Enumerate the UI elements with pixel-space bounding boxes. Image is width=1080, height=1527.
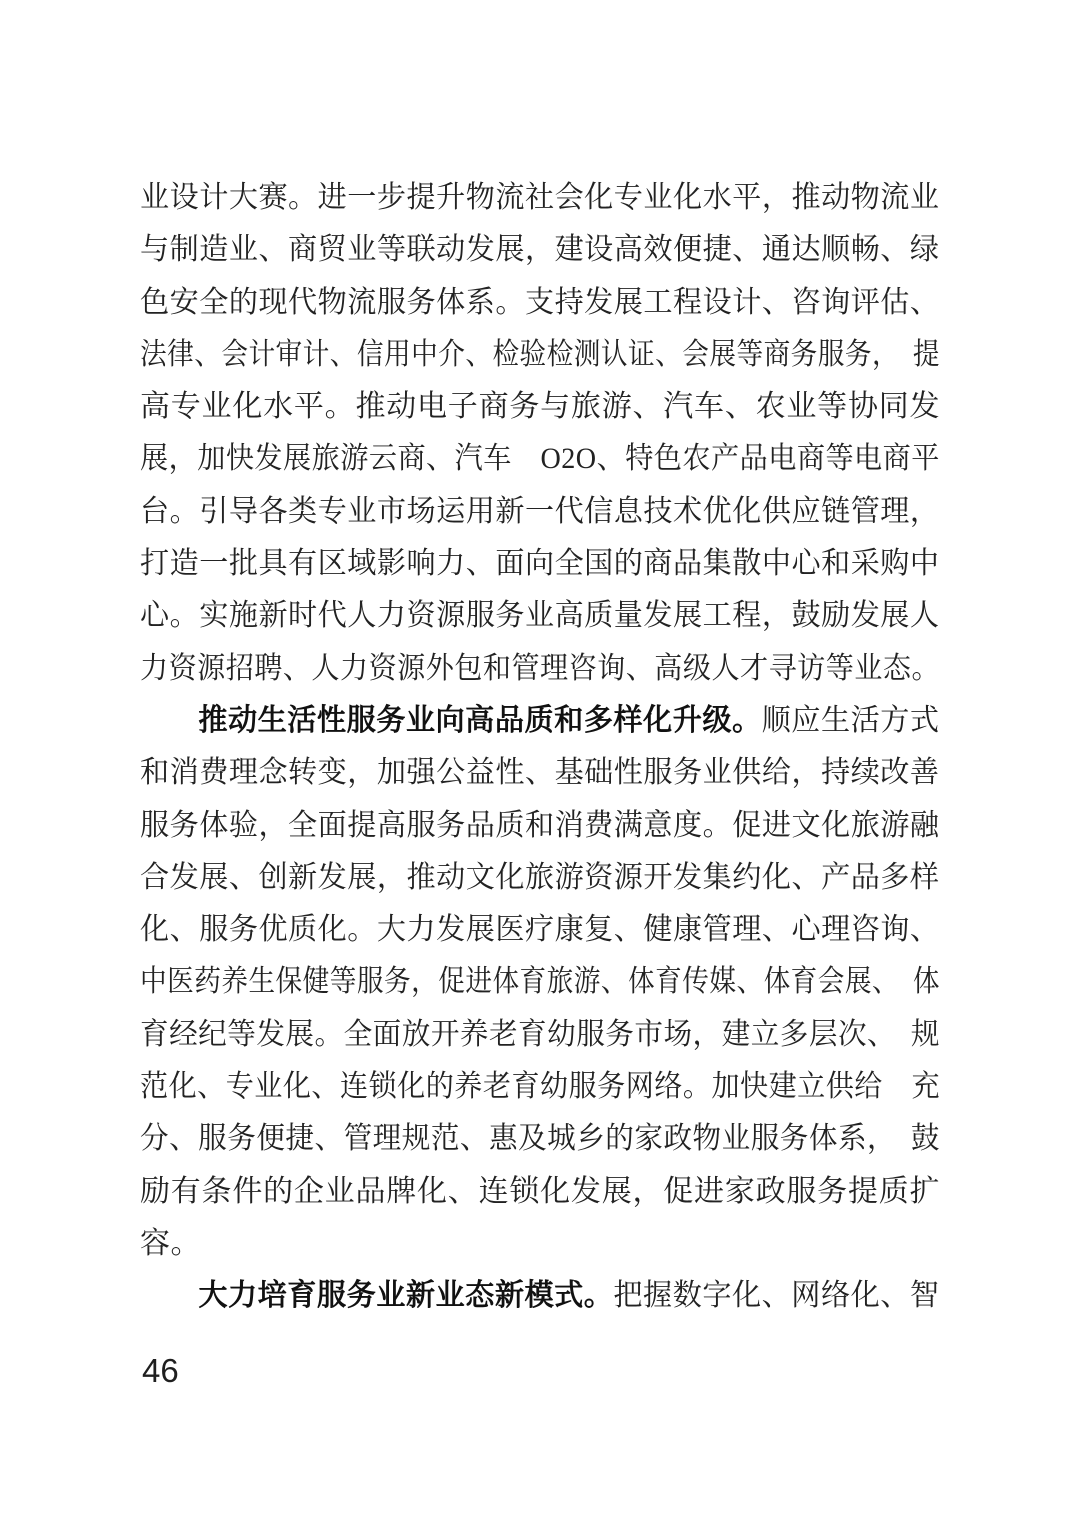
- text-line: [140, 590, 940, 642]
- text-segment: 励有条件的企业品牌化、连锁化发展，促进家政服务提质扩: [140, 1174, 940, 1208]
- text-line: [140, 747, 940, 799]
- page-number: 46: [142, 1352, 179, 1389]
- text-line: [140, 224, 940, 276]
- text-segment: 色安全的现代物流服务体系。支持发展工程设计、咨询评估、: [140, 285, 940, 319]
- text-line: [140, 433, 940, 485]
- text-line: [140, 852, 940, 904]
- paragraph-heading: 大力培育服务业新业态新模式。: [198, 1279, 614, 1313]
- text-line: [140, 643, 941, 695]
- document-body: [140, 172, 940, 1323]
- text-line: [140, 277, 940, 329]
- text-line: [140, 381, 940, 433]
- text-segment: 展，加快发展旅游云商、汽车 O2O、特色农产品电商等电商平: [140, 442, 940, 476]
- text-segment: 分、服务便捷、管理规范、惠及城乡的家政物业服务体系， 鼓: [140, 1122, 940, 1156]
- text-segment: 台。引导各类专业市场运用新一代信息技术优化供应链管理，: [140, 494, 940, 528]
- text-line: [140, 1270, 940, 1322]
- text-segment: 与制造业、商贸业等联动发展，建设高效便捷、通达顺畅、绿: [140, 233, 940, 267]
- text-line: [140, 695, 940, 747]
- text-line: [140, 329, 941, 381]
- text-line: [140, 1009, 940, 1061]
- text-line: [140, 1218, 940, 1270]
- text-segment: 中医药养生保健等服务，促进体育旅游、体育传媒、体育会展、 体: [140, 965, 941, 999]
- text-segment: 服务体验，全面提高服务品质和消费满意度。促进文化旅游融: [140, 808, 940, 842]
- text-line: [140, 1113, 940, 1165]
- text-line: [140, 956, 941, 1008]
- text-line: [140, 800, 940, 852]
- text-line: [140, 172, 940, 224]
- text-segment: 化、服务优质化。大力发展医疗康复、健康管理、心理咨询、: [140, 913, 940, 947]
- paragraph-heading: 推动生活性服务业向高品质和多样化升级。: [198, 703, 762, 737]
- text-segment: 法律、会计审计、信用中介、检验检测认证、会展等商务服务， 提: [140, 337, 941, 371]
- text-segment: 业设计大赛。进一步提升物流社会化专业化水平，推动物流业: [140, 181, 940, 214]
- text-line: [140, 1061, 941, 1113]
- text-segment: 合发展、创新发展，推动文化旅游资源开发集约化、产品多样: [140, 860, 940, 894]
- text-line: [140, 486, 940, 538]
- text-line: [140, 904, 940, 956]
- text-segment: 打造一批具有区域影响力、面向全国的商品集散中心和采购中: [140, 547, 940, 581]
- text-segment: 心。实施新时代人力资源服务业高质量发展工程，鼓励发展人: [140, 599, 940, 633]
- text-segment: 把握数字化、网络化、智: [613, 1279, 940, 1313]
- text-segment: 和消费理念转变，加强公益性、基础性服务业供给，持续改善: [140, 756, 940, 790]
- text-line: [140, 1166, 940, 1218]
- text-segment: 力资源招聘、人力资源外包和管理咨询、高级人才寻访等业态。: [140, 651, 941, 685]
- text-segment: 范化、专业化、连锁化的养老育幼服务网络。加快建立供给 充: [140, 1070, 941, 1104]
- text-line: [140, 538, 940, 590]
- text-segment: 育经纪等发展。全面放开养老育幼服务市场，建立多层次、 规: [140, 1017, 940, 1051]
- text-segment: 顺应生活方式: [761, 703, 940, 737]
- text-segment: 高专业化水平。推动电子商务与旅游、汽车、农业等协同发: [140, 390, 940, 424]
- text-segment: 容。: [140, 1226, 201, 1260]
